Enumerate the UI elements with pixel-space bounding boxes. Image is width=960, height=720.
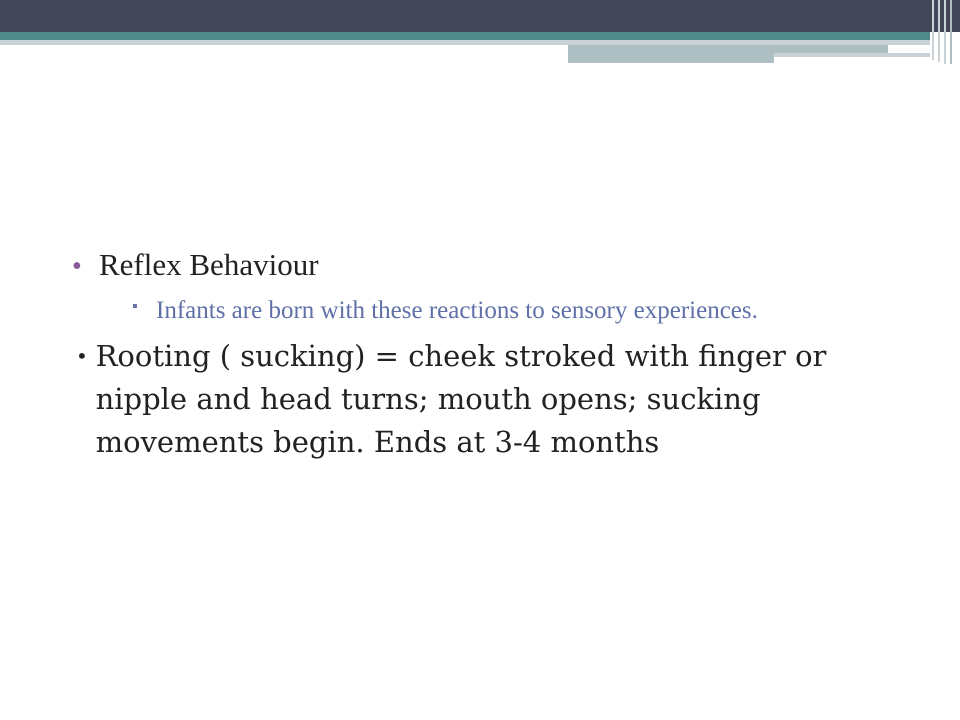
header-gray-block-lower (568, 53, 774, 63)
header-teal-stripe (0, 32, 930, 40)
header-gray-block (568, 45, 888, 53)
bullet-text: Reflex Behaviour (99, 247, 319, 282)
corner-vertical-line (938, 0, 940, 62)
header-thin-stripe (774, 53, 930, 57)
slide-body (72, 245, 902, 464)
header-dark-bar (0, 0, 960, 32)
corner-vertical-line (950, 0, 952, 64)
sub-bullet-text: Infants are born with these reactions to sensory experiences. (156, 297, 758, 324)
bullet-dot-icon: • (76, 344, 88, 368)
sub-bullet-icon: ▪ (132, 298, 138, 315)
bullet-dot-icon: • (72, 251, 82, 282)
bullet-item (72, 245, 902, 287)
corner-vertical-line (932, 0, 934, 60)
bullet-text: Rooting ( sucking) = cheek stroked with finger or nipple and head turns; mouth opens; sucking movements begin. Ends at 3-4 months (95, 339, 827, 459)
bullet-item (72, 335, 902, 464)
corner-vertical-line (944, 0, 946, 64)
sub-bullet-item (132, 293, 902, 329)
